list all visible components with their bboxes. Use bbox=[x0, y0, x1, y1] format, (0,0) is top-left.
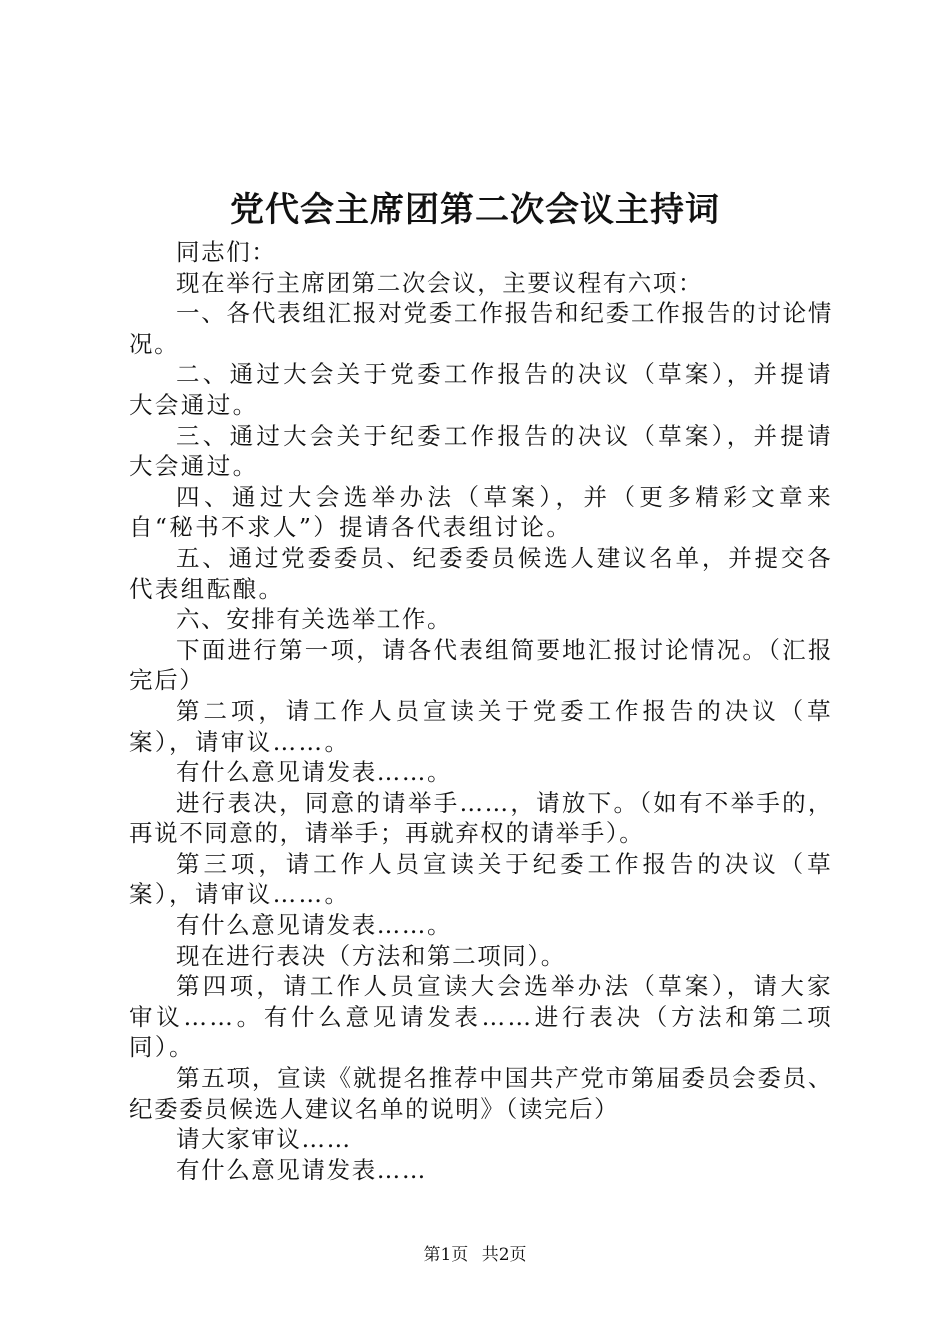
paragraph: 六、安排有关选举工作。 bbox=[176, 605, 453, 634]
paragraph: 第五项，宣读《就提名推荐中国共产党市第届委员会委员、纪委委员候选人建议名单的说明》（读完后） bbox=[129, 1064, 833, 1123]
paragraph: 有什么意见请发表…… bbox=[176, 1155, 427, 1184]
paragraph: 四、通过大会选举办法（草案），并（更多精彩文章来自“秘书不求人”）提请各代表组讨论。 bbox=[129, 482, 833, 542]
paragraph: 二、通过大会关于党委工作报告的决议（草案），并提请大会通过。 bbox=[129, 360, 833, 419]
document-body bbox=[129, 237, 833, 1185]
page-footer bbox=[0, 1243, 950, 1267]
paragraph: 一、各代表组汇报对党委工作报告和纪委工作报告的讨论情况。 bbox=[129, 299, 833, 358]
page-total: 共2页 bbox=[481, 1245, 527, 1265]
page-number: 第1页 bbox=[423, 1245, 469, 1265]
paragraph: 第三项，请工作人员宣读关于纪委工作报告的决议（草案），请审议……。 bbox=[129, 849, 833, 909]
paragraph: 请大家审议…… bbox=[176, 1125, 352, 1154]
paragraph: 第四项，请工作人员宣读大会选举办法（草案），请大家审议……。有什么意见请发表……进行表决（方法和第二项同）。 bbox=[129, 972, 833, 1062]
paragraph: 现在进行表决（方法和第二项同）。 bbox=[176, 941, 566, 970]
paragraph: 五、通过党委委员、纪委委员候选人建议名单，并提交各代表组酝酿。 bbox=[129, 543, 833, 603]
document-title: 党代会主席团第二次会议主持词 bbox=[230, 190, 720, 230]
paragraph: 三、通过大会关于纪委工作报告的决议（草案），并提请大会通过。 bbox=[129, 421, 833, 481]
paragraph: 有什么意见请发表……。 bbox=[176, 911, 453, 940]
paragraph: 现在举行主席团第二次会议，主要议程有六项： bbox=[176, 268, 704, 297]
paragraph: 下面进行第一项，请各代表组简要地汇报讨论情况。（汇报完后） bbox=[129, 635, 833, 695]
paragraph: 有什么意见请发表……。 bbox=[176, 758, 453, 787]
paragraph: 进行表决，同意的请举手……，请放下。（如有不举手的，再说不同意的，请举手；再就弃权的请举手）。 bbox=[129, 788, 833, 848]
paragraph: 同志们： bbox=[176, 238, 277, 266]
paragraph: 第二项，请工作人员宣读关于党委工作报告的决议（草案），请审议……。 bbox=[129, 696, 833, 756]
